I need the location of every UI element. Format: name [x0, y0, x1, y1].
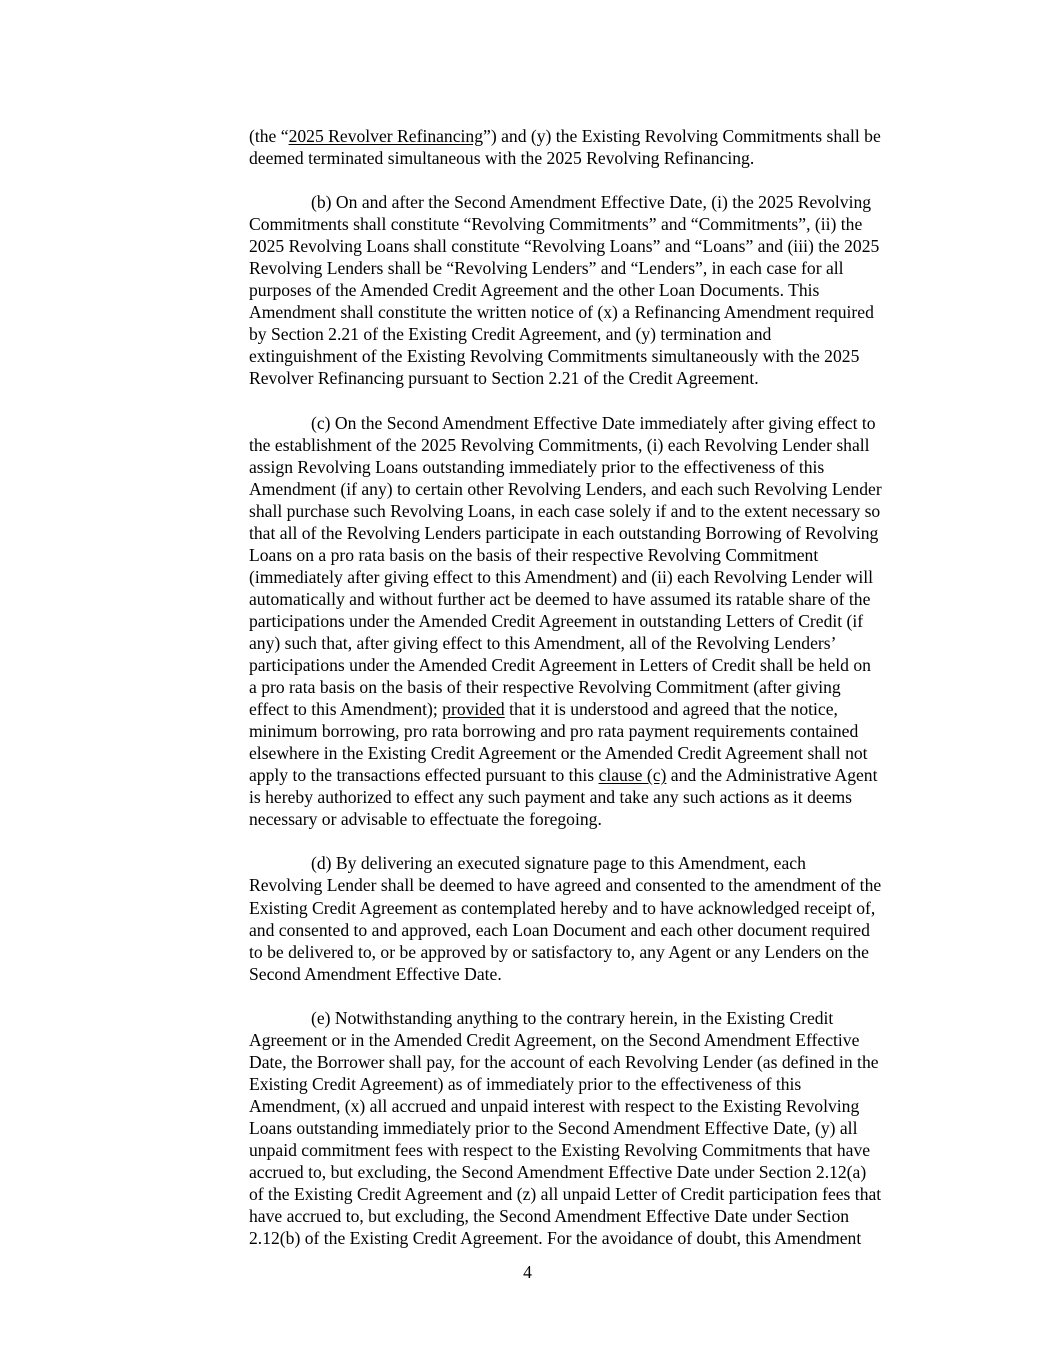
text-line — [249, 257, 933, 279]
text-line — [249, 588, 933, 610]
text-segment: by Section 2.21 of the Existing Credit Agreement, and (y) termination and — [249, 324, 772, 345]
text-line — [249, 1183, 933, 1205]
text-segment: that it is understood and agreed that the notice, — [504, 699, 838, 720]
text-line — [249, 1073, 933, 1095]
text-segment: the establishment of the 2025 Revolving Commitments, (i) each Revolving Lender shall — [249, 434, 870, 455]
text-segment: Existing Credit Agreement) as of immediately prior to the effectiveness of this — [249, 1073, 802, 1094]
text-line — [249, 1051, 933, 1073]
text-segment: (e) Notwithstanding anything to the contrary herein, in the Existing Credit — [311, 1007, 834, 1028]
text-line — [249, 434, 933, 456]
text-segment: minimum borrowing, pro rata borrowing and pro rata payment requirements contained — [249, 721, 859, 742]
text-segment: Amendment shall constitute the written notice of (x) a Refinancing Amendment required — [249, 302, 874, 323]
paragraph-b — [249, 191, 933, 389]
text-line — [249, 874, 933, 896]
text-segment: is hereby authorized to effect any such payment and take any such actions as it deems — [249, 787, 853, 808]
text-segment: (the “ — [249, 126, 289, 146]
text-segment: that all of the Revolving Lenders participate in each outstanding Borrowing of Revolving — [249, 522, 879, 543]
text-segment: participations under the Amended Credit Agreement in outstanding Letters of Credit (if — [249, 610, 864, 631]
text-segment: Loans on a pro rata basis on the basis of their respective Revolving Commitment — [249, 544, 819, 565]
text-line — [249, 632, 933, 654]
text-segment: have accrued to, but excluding, the Second Amendment Effective Date under Section — [249, 1206, 850, 1227]
text-line — [249, 345, 933, 367]
text-segment: Revolving Lender shall be deemed to have agreed and consented to the amendment of the — [249, 875, 882, 896]
text-segment: any) such that, after giving effect to this Amendment, all of the Revolving Lenders’ — [249, 632, 837, 653]
text-segment: Revolving Lenders shall be “Revolving Lenders” and “Lenders”, in each case for all — [249, 258, 844, 279]
text-line — [249, 478, 933, 500]
text-segment: Second Amendment Effective Date. — [249, 963, 502, 984]
text-segment: Date, the Borrower shall pay, for the account of each Revolving Lender (as defined in the — [249, 1051, 879, 1072]
text-segment: Commitments shall constitute “Revolving Commitments” and “Commitments”, (ii) the — [249, 214, 863, 235]
text-line — [249, 720, 933, 742]
text-line — [249, 235, 933, 257]
text-segment: Amendment (if any) to certain other Revolving Lenders, and each such Revolving Lender — [249, 478, 882, 499]
defined-term: 2025 Revolver Refinancing — [288, 126, 484, 146]
text-segment: Agreement or in the Amended Credit Agreement, on the Second Amendment Effective — [249, 1029, 860, 1050]
text-line — [249, 147, 933, 169]
text-line — [249, 1007, 933, 1029]
text-line — [249, 764, 933, 786]
paragraph-c — [249, 412, 933, 831]
text-line — [249, 897, 933, 919]
text-segment: 2.12(b) of the Existing Credit Agreement. For the avoidance of doubt, this Amendment — [249, 1228, 862, 1249]
text-line — [249, 1205, 933, 1227]
text-segment: of the Existing Credit Agreement and (z) all unpaid Letter of Credit participation fees that — [249, 1184, 882, 1205]
text-segment: automatically and without further act be deemed to have assumed its ratable share of the — [249, 588, 871, 609]
paragraph-d — [249, 852, 933, 984]
text-segment: (c) On the Second Amendment Effective Date immediately after giving effect to — [311, 412, 876, 433]
text-segment: 2025 Revolving Loans shall constitute “Revolving Loans” and “Loans” and (iii) the 2025 — [249, 236, 880, 257]
text-line — [249, 1161, 933, 1183]
defined-term: clause (c) — [598, 765, 667, 786]
text-line — [249, 367, 933, 389]
text-line — [249, 941, 933, 963]
text-line — [249, 566, 933, 588]
text-segment: elsewhere in the Existing Credit Agreement or the Amended Credit Agreement shall not — [249, 743, 868, 764]
text-segment: extinguishment of the Existing Revolving Commitments simultaneously with the 2025 — [249, 346, 860, 367]
text-line — [249, 1029, 933, 1051]
text-segment: apply to the transactions effected pursuant to this — [249, 765, 599, 786]
text-line — [249, 919, 933, 941]
text-line — [249, 213, 933, 235]
text-line — [249, 963, 933, 985]
text-line — [249, 742, 933, 764]
text-line — [249, 544, 933, 566]
text-line — [249, 125, 933, 147]
text-segment: accrued to, but excluding, the Second Amendment Effective Date under Section 2.12(a) — [249, 1162, 867, 1183]
text-segment: purposes of the Amended Credit Agreement and the other Loan Documents. This — [249, 280, 820, 301]
text-line — [249, 654, 933, 676]
text-line — [249, 852, 933, 874]
text-segment: (immediately after giving effect to this Amendment) and (ii) each Revolving Lender will — [249, 566, 874, 587]
text-segment: Existing Credit Agreement as contemplated hereby and to have acknowledged receipt of, — [249, 897, 876, 918]
text-line — [249, 191, 933, 213]
text-line — [249, 500, 933, 522]
text-line — [249, 301, 933, 323]
text-segment: shall purchase such Revolving Loans, in each case solely if and to the extent necessary so — [249, 500, 881, 521]
text-segment: Revolver Refinancing pursuant to Section 2.21 of the Credit Agreement. — [249, 368, 759, 389]
text-line — [249, 1117, 933, 1139]
text-line — [249, 808, 933, 830]
text-segment: a pro rata basis on the basis of their respective Revolving Commitment (after giving — [249, 677, 841, 698]
text-line — [249, 1227, 933, 1249]
text-segment: deemed terminated simultaneous with the 2025 Revolving Refinancing. — [249, 148, 755, 169]
text-segment: Loans outstanding immediately prior to the Second Amendment Effective Date, (y) all — [249, 1117, 858, 1138]
text-segment: ”) and (y) the Existing Revolving Commitments shall be — [483, 126, 881, 146]
paragraph-e — [249, 1007, 933, 1250]
text-line — [249, 1095, 933, 1117]
text-segment: assign Revolving Loans outstanding immediately prior to the effectiveness of this — [249, 456, 825, 477]
text-line — [249, 786, 933, 808]
text-segment: unpaid commitment fees with respect to the Existing Revolving Commitments that have — [249, 1139, 871, 1160]
text-line — [249, 676, 933, 698]
text-segment: effect to this Amendment); — [249, 699, 443, 720]
text-segment: necessary or advisable to effectuate the foregoing. — [249, 809, 602, 830]
text-line — [249, 279, 933, 301]
text-segment: to be delivered to, or be approved by or satisfactory to, any Agent or any Lenders on the — [249, 941, 869, 962]
text-segment: and the Administrative Agent — [666, 765, 878, 786]
text-line — [249, 610, 933, 632]
text-line — [249, 698, 933, 720]
text-line — [249, 522, 933, 544]
text-segment: participations under the Amended Credit Agreement in Letters of Credit shall be held on — [249, 655, 871, 676]
text-segment: and consented to and approved, each Loan Document and each other document required — [249, 919, 870, 940]
text-line — [249, 412, 933, 434]
text-segment: (b) On and after the Second Amendment Effective Date, (i) the 2025 Revolving — [311, 192, 872, 213]
defined-term: provided — [442, 699, 505, 720]
text-line — [249, 456, 933, 478]
paragraph-a-continued — [249, 125, 933, 169]
page-number: 4 — [523, 1262, 532, 1282]
document-body — [249, 125, 933, 1271]
text-segment: Amendment, (x) all accrued and unpaid interest with respect to the Existing Revolving — [249, 1095, 860, 1116]
text-line — [249, 323, 933, 345]
text-segment: (d) By delivering an executed signature page to this Amendment, each — [311, 853, 806, 874]
text-line — [249, 1139, 933, 1161]
